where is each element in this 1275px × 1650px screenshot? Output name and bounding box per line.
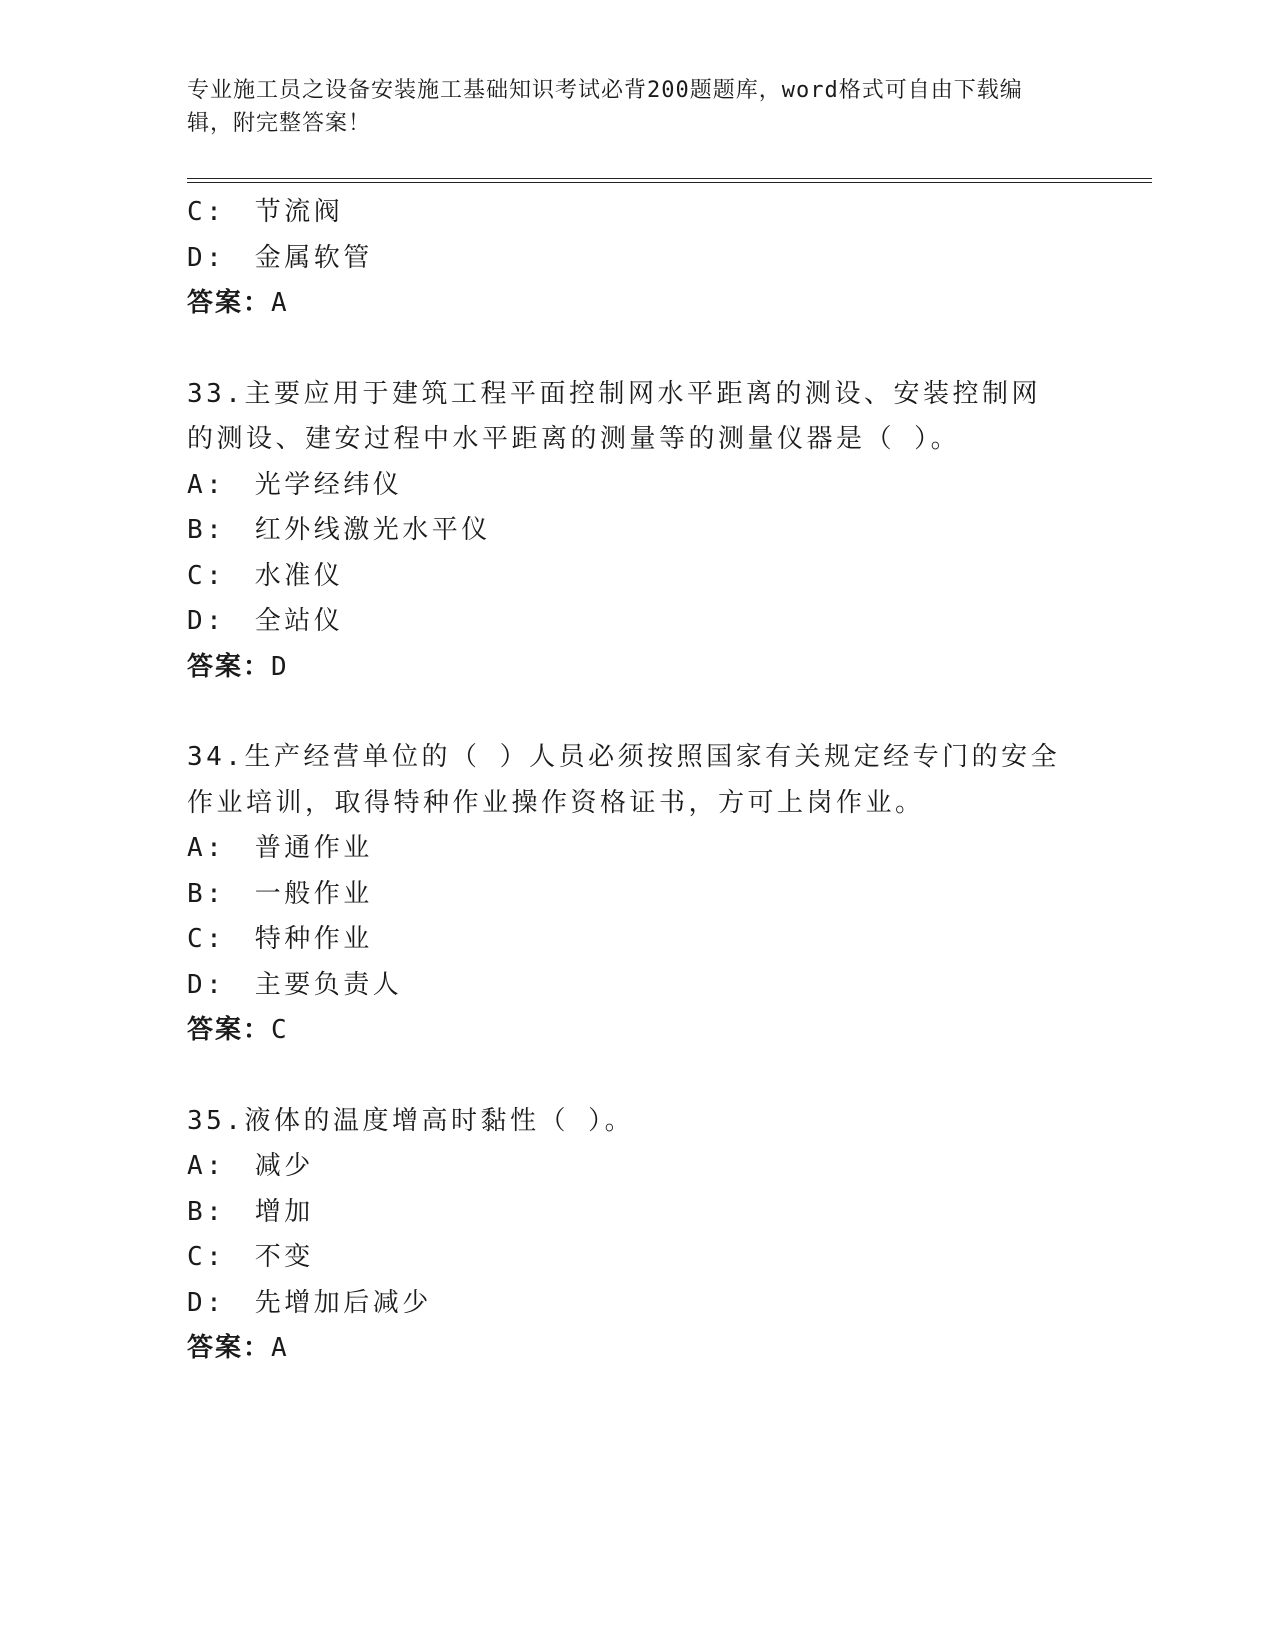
answer-label: 答案：	[187, 1015, 272, 1045]
option-b: B: 一般作业	[187, 878, 373, 909]
answer-value: A	[271, 288, 289, 318]
option-c: C: 节流阀	[187, 197, 344, 227]
option-d: D: 先增加后减少	[187, 1287, 432, 1318]
question-text: 35.液体的温度增高时黏性（ ）。	[187, 1105, 635, 1136]
option-a: A: 光学经纬仪	[187, 469, 403, 500]
option-b: B: 增加	[187, 1196, 314, 1227]
option-d: D: 金属软管	[187, 242, 373, 273]
page-header: 专业施工员之设备安装施工基础知识考试必背200题题库，word格式可自由下载编辑，附完整答案！	[187, 78, 1023, 136]
question-block-34	[187, 735, 1087, 1054]
answer-label: 答案：	[187, 651, 272, 682]
header-divider	[187, 178, 1152, 183]
answer-label: 答案：	[187, 1333, 272, 1363]
question-block-35	[187, 1099, 1087, 1372]
answer-line	[187, 645, 1087, 691]
question-block-32-continued	[187, 190, 1087, 327]
answer-line	[187, 1326, 1087, 1372]
option-c: C: 水准仪	[187, 560, 344, 591]
option-d: D: 主要负责人	[187, 969, 403, 1000]
option-a: A: 普通作业	[187, 833, 373, 863]
question-text: 33.主要应用于建筑工程平面控制网水平距离的测设、安装控制网的测设、建安过程中水平距离的测量等的测量仪器是（ ）。	[187, 378, 1041, 454]
answer-line	[187, 281, 1087, 327]
document-body	[187, 190, 1087, 1372]
option-c: C: 不变	[187, 1242, 314, 1272]
answer-value: D	[271, 651, 289, 682]
option-b: B: 红外线激光水平仪	[187, 515, 491, 545]
option-d: D: 全站仪	[187, 606, 344, 636]
answer-line	[187, 1008, 1087, 1054]
answer-value: A	[271, 1333, 289, 1363]
question-text: 34.生产经营单位的（ ）人员必须按照国家有关规定经专门的安全作业培训，取得特种作业操作资格证书，方可上岗作业。	[187, 742, 1061, 818]
answer-label: 答案：	[187, 288, 272, 318]
question-block-33	[187, 372, 1087, 691]
option-c: C: 特种作业	[187, 924, 373, 954]
answer-value: C	[271, 1015, 289, 1045]
option-a: A: 减少	[187, 1151, 314, 1181]
